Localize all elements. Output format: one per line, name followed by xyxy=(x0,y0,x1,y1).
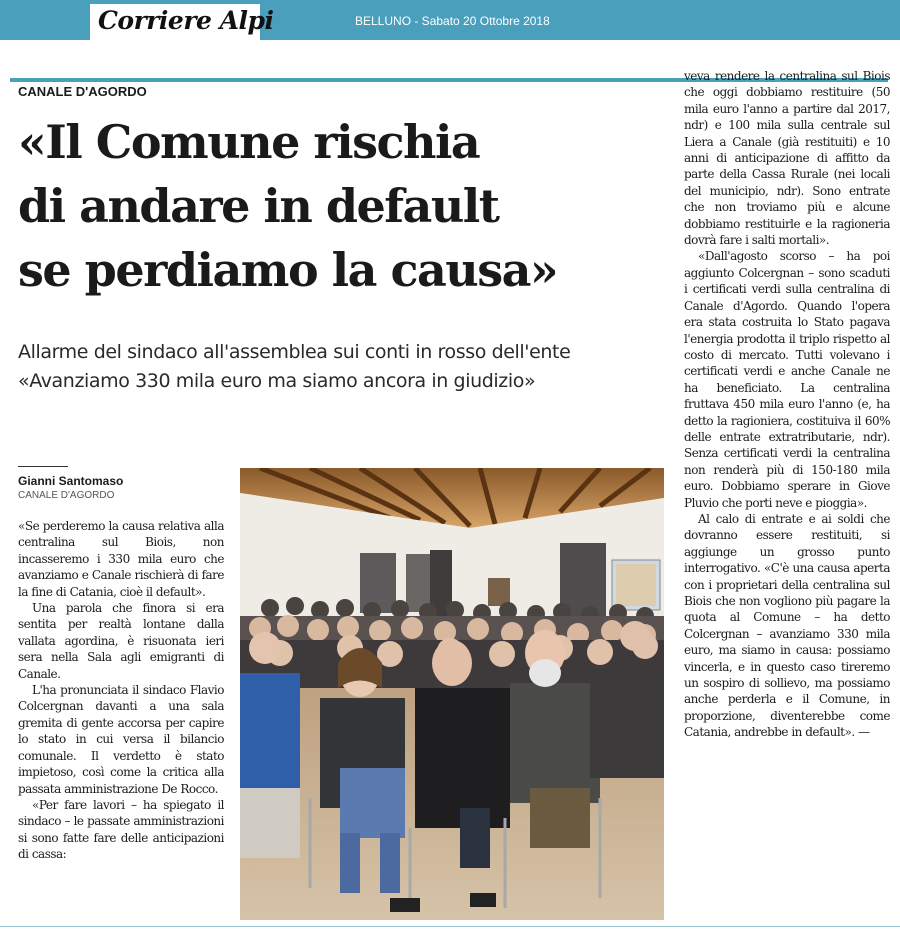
headline-line: di andare in default xyxy=(18,179,499,233)
bottom-rule xyxy=(0,926,900,927)
headline-line: se perdiamo la causa» xyxy=(18,243,558,297)
article-column-1 xyxy=(18,518,224,926)
paragraph: Al calo di entrate e ai soldi che dovranno essere restituiti, si aggiunge un grosso punto interrogativo. «C'è una causa aperta con i proprietari della centralina sul Biois che non vogliono più pagare la quota al Comune – ha detto Colcergnan – avanziamo 330 mila euro, ma siamo in causa: possiamo vincerla, e in questo caso tireremo un sospiro di sollievo, ma possiamo anche perderla e il Comune, in proporzione, diventerebbe come Catania, andrebbe in default». — xyxy=(684,511,890,740)
paragraph: veva rendere la centralina sul Biois che oggi dobbiamo restituire (50 mila euro l'anno a partire dal 2017, ndr) e 100 mila sulla centrale sul Liera a Canale (già restituiti) e 10 anni di anticipazione di affitto da parte della Cassa Rurale (nei locali del municipio, ndr). Sono entrate che non troviamo più e alcune dobbiamo restituirle e la ragioneria dovrà fare i salti mortali». xyxy=(684,69,890,248)
section-label: CANALE D'AGORDO xyxy=(18,84,147,99)
author: Gianni Santomaso xyxy=(18,474,124,488)
assembly-photo xyxy=(240,468,664,920)
paragraph: «Se perderemo la causa relativa alla centralina sul Biois, non incasseremo i 330 mila euro che avanziamo e Canale rischierà di fare la fine di Catania, cioè il default». xyxy=(18,519,224,599)
paragraph: L'ha pronunciata il sindaco Flavio Colcergnan davanti a una sala gremita di gente accorsa per capire lo stato in cui versa il bilancio comunale. Il verdetto è stato impietoso, così come la critica alla passata amministrazione De Rocco. xyxy=(18,683,224,796)
headline xyxy=(18,110,673,302)
paragraph: Una parola che finora si era sentita per realtà lontane dalla vallata agordina, è risuonata ieri sera nella Sala agli emigranti di Canale. xyxy=(18,601,224,681)
dateline: CANALE D'AGORDO xyxy=(18,490,115,501)
headline-line: «Il Comune rischia xyxy=(18,115,480,169)
article-column-3 xyxy=(684,68,890,926)
byline-rule xyxy=(18,466,68,467)
newspaper-logo: Corriere Alpi xyxy=(98,6,274,35)
subtitle-line: Allarme del sindaco all'assemblea sui conti in rosso dell'ente xyxy=(18,341,571,363)
edition-date: BELLUNO - Sabato 20 Ottobre 2018 xyxy=(355,14,550,28)
paragraph: «Per fare lavori – ha spiegato il sindaco – le passate amministrazioni si sono fatte fare delle anticipazioni di cassa: xyxy=(18,797,224,862)
subtitle xyxy=(18,338,678,396)
paragraph: «Dall'agosto scorso – ha poi aggiunto Colcergnan – sono scaduti i certificati verdi sulla centralina di Canale d'Agordo. Quando l'opera era stata costruita lo Stato pagava l'energia prodotta il triplo rispetto al costo di mercato. Tutti volevano i certificati verdi e anche Canale ne ha beneficiato. La centralina fruttava 450 mila euro l'anno (e, ha detto la ragioniera, costituiva il 60% delle entrate extratributarie, ndr). Senza certificati verdi la centralina non renderà più di 150-180 mila euro. Dobbiamo sperare in Giove Pluvio che porti neve e pioggia». xyxy=(684,249,890,510)
subtitle-line: «Avanziamo 330 mila euro ma siamo ancora in giudizio» xyxy=(18,370,536,392)
